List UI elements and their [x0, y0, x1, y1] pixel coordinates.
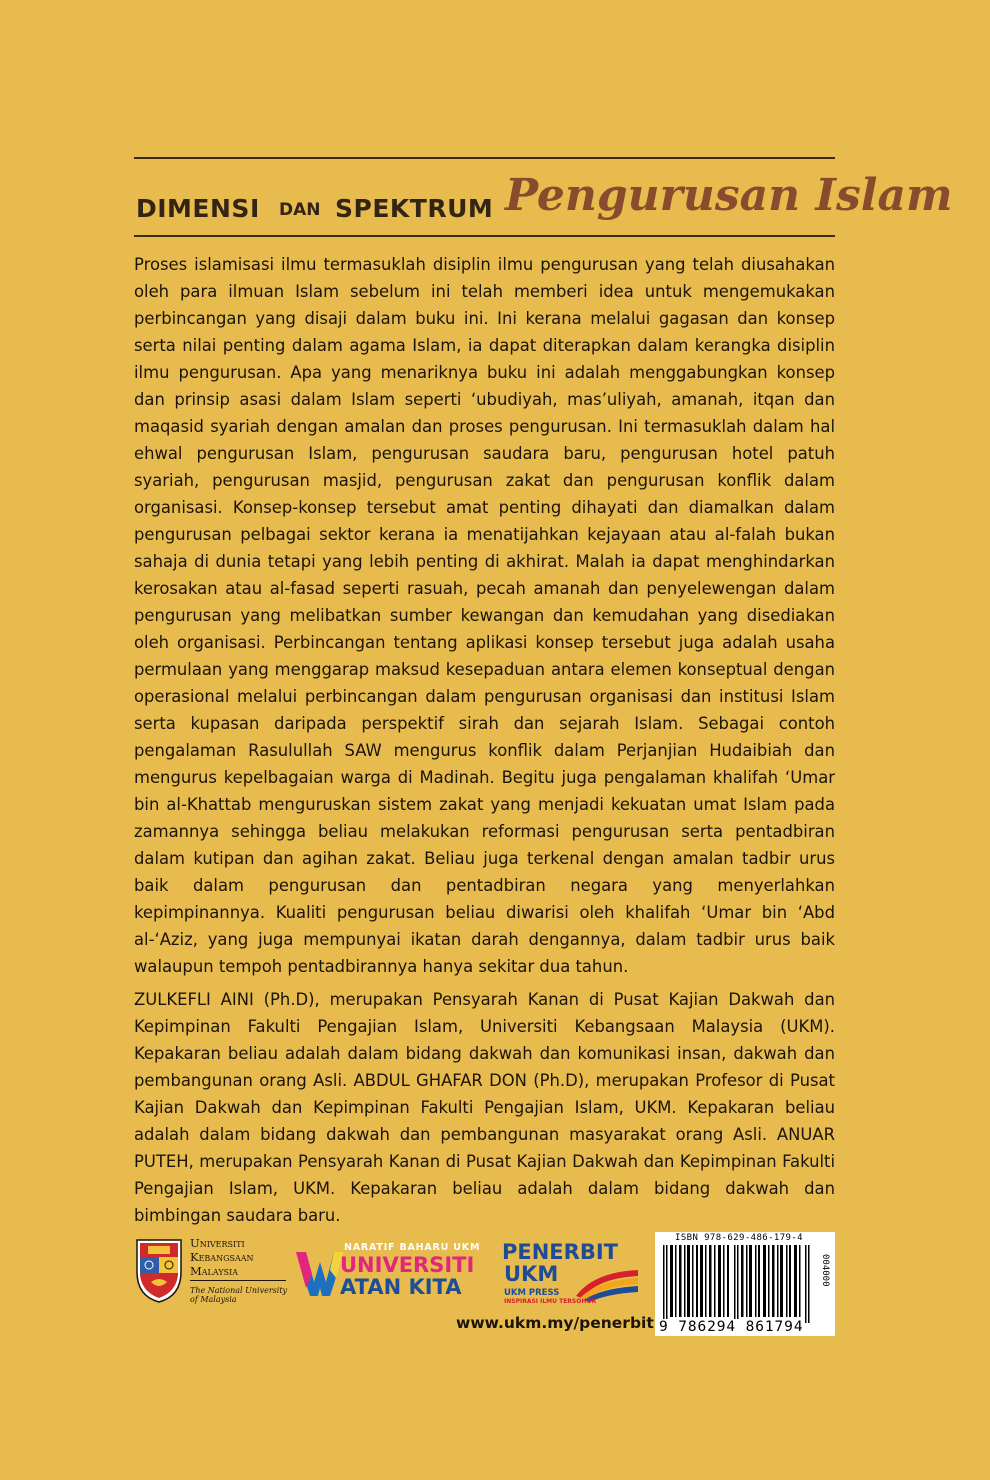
price-code — [816, 1254, 834, 1314]
watan-w-icon — [294, 1248, 346, 1300]
watan-kita-logo — [294, 1242, 489, 1302]
penerbit-ukm-logo — [502, 1240, 640, 1310]
title-pengurusan-islam: Pengurusan Islam — [505, 170, 953, 221]
isbn-digits: 9 786294 861794 — [659, 1319, 804, 1335]
ukm-crest-icon — [134, 1234, 184, 1304]
penerbit-ukm-word: UKM — [504, 1262, 559, 1286]
barcode-bars — [661, 1245, 813, 1323]
synopsis-paragraph: Proses islamisasi ilmu termasuklah disiplin ilmu pengurusan yang telah diusahakan oleh para ilmuan Islam sebelum ini telah memberi idea untuk mengemukakan perbincangan yang disaji dalam buku ini. Ini kerana melalui gagasan dan konsep serta nilai penting dalam agama Islam, ia dapat diterapkan dalam kerangka disiplin ilmu pengurusan. Apa yang menariknya buku ini adalah menggabungkan konsep dan prinsip asasi dalam Islam seperti ‘ubudiyah, mas’uliyah, amanah, itqan dan maqasid syariah dengan amalan dan proses pengurusan. Ini termasuklah dalam hal ehwal pengurusan Islam, pengurusan saudara baru, pengurusan hotel patuh syariah, pengurusan masjid, pengurusan zakat dan pengurusan konflik dalam organisasi. Konsep-konsep tersebut amat penting dihayati dan diamalkan dalam pengurusan pelbagai sektor kerana ia menatijahkan kejayaan atau al-falah bukan sahaja di dunia tetapi yang lebih penting di akhirat. Malah ia dapat menghindarkan kerosakan atau al-fasad seperti rasuah, pecah amanah dan penyelewengan dalam pengurusan yang melibatkan sumber kewangan dan kemudahan yang disediakan oleh organisasi. Perbincangan tentang aplikasi konsep tersebut juga adalah usaha permulaan yang menggarap maksud kesepaduan antara elemen konseptual dengan operasional melalui perbincangan dalam pengurusan organisasi dan institusi Islam serta kupasan daripada perspektif sirah dan sejarah Islam. Sebagai contoh pengalaman Rasulullah SAW mengurus konflik dalam Perjanjian Hudaibiah dan mengurus kepelbagaian warga di Madinah. Begitu juga pengalaman khalifah ‘Umar bin al-Khattab menguruskan sistem zakat yang menjadi kekuatan umat Islam pada zamannya sehingga beliau melakukan reformasi pengurusan serta pentadbiran dalam kutipan dan agihan zakat. Beliau juga terkenal dengan amalan tadbir urus baik dalam pengurusan dan pentadbiran negara yang menyerlahkan kepimpinannya. Kualiti pengurusan beliau diwarisi oleh khalifah ‘Umar bin ‘Abd al-‘Aziz, yang juga mempunyai ikatan darah dengannya, dalam tadbir urus baik walaupun tempoh pentadbirannya hanya sekitar dua tahun. — [134, 255, 835, 976]
penerbit-word: PENERBIT — [502, 1240, 618, 1264]
price-code-text: 004000 — [820, 1254, 830, 1287]
barcode — [655, 1232, 835, 1336]
watan-kita: ATAN KITA — [340, 1275, 462, 1299]
watan-universiti: UNIVERSITI — [340, 1253, 475, 1277]
ukm-tagline: The National University of Malaysia — [190, 1286, 288, 1304]
ukm-divider — [190, 1280, 286, 1281]
book-title — [134, 166, 953, 232]
penerbit-slogan: INSPIRASI ILMU TERSOHOR — [504, 1298, 597, 1305]
authors-paragraph: ZULKEFLI AINI (Ph.D), merupakan Pensyarah Kanan di Pusat Kajian Dakwah dan Kepimpinan Fakulti Pengajian Islam, Universiti Kebangsaan Malaysia (UKM). Kepakaran beliau adalah dalam bidang dakwah dan komunikasi insan, dakwah dan pembangunan orang Asli. ABDUL GHAFAR DON (Ph.D), merupakan Profesor di Pusat Kajian Dakwah dan Kepimpinan Fakulti Pengajian Islam, UKM. Kepakaran beliau adalah dalam bidang dakwah dan pembangunan masyarakat orang Asli. ANUAR PUTEH, merupakan Pensyarah Kanan di Pusat Kajian Dakwah dan Kepimpinan Fakulti Pengajian Islam, UKM. Kepakaran beliau adalah dalam bidang dakwah dan bimbingan saudara baru. — [134, 990, 835, 1225]
ukm-logo — [134, 1232, 289, 1312]
isbn-label: ISBN 978-629-486-179-4 — [675, 1233, 804, 1243]
ukm-name-line1: Universiti — [190, 1236, 245, 1250]
footer — [134, 1232, 835, 1342]
title-spektrum: SPEKTRUM — [335, 194, 494, 223]
ukm-name — [190, 1236, 254, 1278]
title-dan: DAN — [279, 200, 321, 220]
penerbit-ukm-press: UKM PRESS — [504, 1288, 560, 1298]
top-rule — [134, 157, 835, 159]
ukm-name-line2: Kebangsaan — [190, 1250, 254, 1264]
publisher-url[interactable]: www.ukm.my/penerbit — [456, 1314, 654, 1332]
title-dimensi: DIMENSI — [136, 194, 260, 223]
penerbit-book-icon — [574, 1266, 640, 1302]
bottom-rule — [134, 235, 835, 237]
watan-small-text: NARATIF BAHARU UKM — [344, 1242, 481, 1253]
ukm-name-line3: Malaysia — [190, 1264, 239, 1278]
